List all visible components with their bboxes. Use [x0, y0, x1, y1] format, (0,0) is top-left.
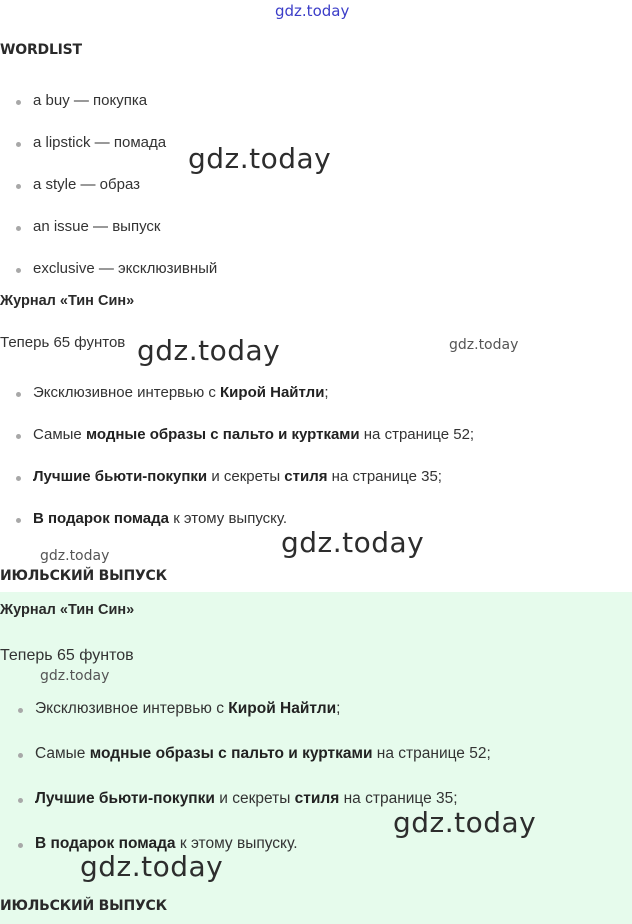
list-item: В подарок помада к этому выпуску.: [16, 835, 491, 865]
watermark: gdz.today: [281, 526, 425, 559]
wordlist-heading: WORDLIST: [0, 42, 82, 58]
magazine-contents: [16, 700, 491, 865]
watermark: gdz.today: [137, 334, 281, 367]
magazine-title: Журнал «Тин Син»: [0, 602, 135, 618]
watermark: gdz.today: [188, 142, 332, 175]
list-item: Эксклюзивное интервью с Кирой Найтли;: [14, 384, 474, 426]
issue-label: ИЮЛЬСКИЙ ВЫПУСК: [0, 898, 167, 914]
watermark: gdz.today: [393, 806, 537, 839]
magazine-contents: [14, 384, 474, 540]
list-item: Лучшие бьюти-покупки и секреты стиля на странице 35;: [14, 468, 474, 510]
list-item: exclusive — эксклюзивный: [14, 260, 217, 290]
watermark: gdz.today: [449, 337, 519, 353]
magazine-price: Теперь 65 фунтов: [0, 334, 126, 351]
watermark: gdz.today: [80, 850, 224, 883]
list-item: a style — образ: [14, 176, 217, 218]
watermark: gdz.today: [40, 668, 110, 684]
list-item: Самые модные образы с пальто и куртками на странице 52;: [16, 745, 491, 790]
watermark: gdz.today: [40, 548, 110, 564]
magazine-price: Теперь 65 фунтов: [0, 647, 134, 664]
list-item: a buy — покупка: [14, 92, 217, 134]
watermark-top: gdz.today: [275, 2, 350, 20]
wordlist: [14, 92, 217, 290]
list-item: Самые модные образы с пальто и куртками на странице 52;: [14, 426, 474, 468]
issue-label: ИЮЛЬСКИЙ ВЫПУСК: [0, 568, 167, 584]
list-item: Лучшие бьюти-покупки и секреты стиля на странице 35;: [16, 790, 491, 835]
list-item: a lipstick — помада: [14, 134, 217, 176]
list-item: В подарок помада к этому выпуску.: [14, 510, 474, 540]
list-item: an issue — выпуск: [14, 218, 217, 260]
magazine-title: Журнал «Тин Син»: [0, 293, 135, 309]
list-item: Эксклюзивное интервью с Кирой Найтли;: [16, 700, 491, 745]
